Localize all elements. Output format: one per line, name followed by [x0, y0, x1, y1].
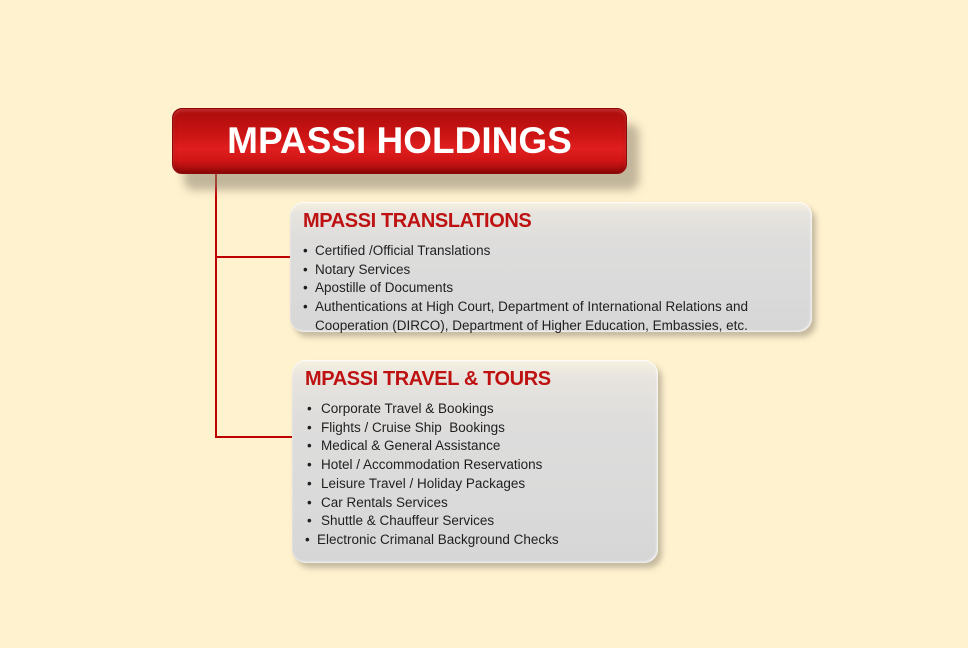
branch-translations-service-list — [290, 242, 812, 336]
service-item: • Corporate Travel & Bookings — [305, 400, 647, 419]
connector-vertical-trunk — [215, 170, 217, 438]
connector-branch-travel-tours — [215, 436, 293, 438]
connector-branch-translations — [215, 256, 291, 258]
service-item: • Apostille of Documents — [303, 279, 801, 298]
branch-translations-title: MPASSI TRANSLATIONS — [303, 210, 532, 232]
branch-travel-tours-service-list — [292, 400, 658, 550]
service-item: • Certified /Official Translations — [303, 242, 801, 261]
service-item: • Leisure Travel / Holiday Packages — [305, 475, 647, 494]
service-item: • Shuttle & Chauffeur Services — [305, 512, 647, 531]
branch-node-translations — [290, 202, 812, 332]
service-item: • Notary Services — [303, 261, 801, 280]
service-item: • Car Rentals Services — [305, 494, 647, 513]
branch-travel-tours-title: MPASSI TRAVEL & TOURS — [305, 368, 551, 390]
service-item: • Hotel / Accommodation Reservations — [305, 456, 647, 475]
service-item: • Electronic Crimanal Background Checks — [305, 531, 647, 550]
service-item: • Medical & General Assistance — [305, 437, 647, 456]
root-node-mpassi-holdings — [172, 108, 627, 174]
service-item: • Flights / Cruise Ship Bookings — [305, 419, 647, 438]
root-node-title: MPASSI HOLDINGS — [227, 120, 572, 161]
branch-node-travel-tours — [292, 360, 658, 563]
service-item: • Authentications at High Court, Department of International Relations and Cooperation (DIRCO), Department of Higher Education, Embassies, etc. — [303, 298, 801, 335]
